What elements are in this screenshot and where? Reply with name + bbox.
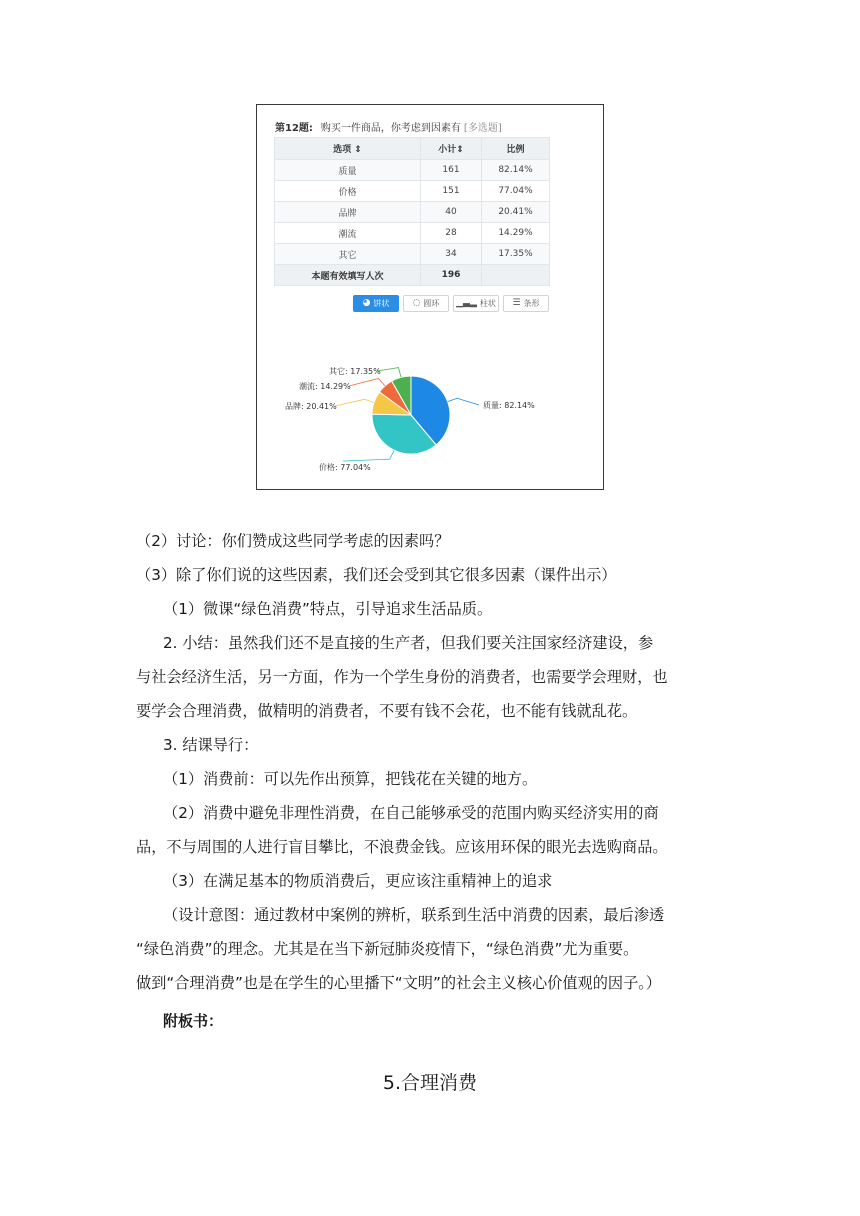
- option-cell: 价格: [275, 181, 421, 202]
- paragraph-summary-1: 2. 小结：虽然我们还不是直接的生产者，但我们要关注国家经济建设，参: [163, 634, 654, 652]
- pie-button-label: 饼状: [373, 299, 390, 308]
- pie-chart: [257, 355, 603, 485]
- ring-chart-button[interactable]: [403, 295, 449, 312]
- column-header-option[interactable]: 选项 ⇕: [275, 138, 421, 160]
- paragraph-design-intent-2: “绿色消费”的理念。尤其是在当下新冠肺炎疫情下，“绿色消费”尤为重要。: [136, 940, 639, 958]
- pie-label-trend: 潮流: 14.29%: [299, 382, 351, 391]
- question-number: 第12题:: [275, 123, 313, 134]
- question-text: 购买一件商品，你考虑到因素有: [320, 123, 461, 134]
- pie-icon: ◕: [362, 298, 371, 308]
- ring-button-label: 圆环: [423, 299, 440, 308]
- survey-result-figure: [256, 104, 604, 490]
- paragraph-during-consumption-1: （2）消费中避免非理性消费，在自己能够承受的范围内购买经济实用的商: [163, 804, 659, 822]
- pie-leader-price: [343, 450, 394, 461]
- table-row: [275, 181, 550, 202]
- count-cell: 161: [421, 160, 482, 181]
- result-table: [274, 137, 550, 286]
- ring-icon: ◌: [412, 298, 421, 308]
- strip-button-label: 条形: [523, 299, 540, 308]
- bar-icon: ▁▃▂: [456, 298, 477, 308]
- option-cell: 质量: [275, 160, 421, 181]
- paragraph-discussion: （2）讨论：你们赞成这些同学考虑的因素吗？: [136, 532, 450, 550]
- paragraph-before-consumption: （1）消费前：可以先作出预算，把钱花在关键的地方。: [163, 770, 538, 788]
- ratio-cell: 14.29%: [482, 223, 550, 244]
- bar-chart-button[interactable]: [453, 295, 499, 312]
- count-cell: 40: [421, 202, 482, 223]
- count-cell: 28: [421, 223, 482, 244]
- ratio-cell: 77.04%: [482, 181, 550, 202]
- pie-leader-trend: [349, 378, 385, 386]
- table-row: [275, 202, 550, 223]
- count-cell: 151: [421, 181, 482, 202]
- table-row: [275, 223, 550, 244]
- column-header-ratio: 比例: [482, 138, 550, 160]
- strip-chart-button[interactable]: [503, 295, 549, 312]
- ratio-cell: 20.41%: [482, 202, 550, 223]
- strip-icon: ☰: [512, 298, 521, 308]
- paragraph-summary-3: 要学会合理消费，做精明的消费者，不要有钱不会花，也不能有钱就乱花。: [136, 702, 638, 720]
- question-title: [275, 119, 502, 134]
- paragraph-design-intent-3: 做到“合理消费”也是在学生的心里播下“文明”的社会主义核心价值观的因子。）: [136, 974, 662, 992]
- question-type-tag: [多选题]: [463, 123, 502, 134]
- total-count-cell: 196: [421, 265, 482, 286]
- pie-label-quality: 质量: 82.14%: [483, 401, 535, 410]
- pie-label-other: 其它: 17.35%: [329, 367, 381, 376]
- pie-leader-brand: [335, 399, 374, 406]
- pie-label-brand: 品牌: 20.41%: [285, 402, 337, 411]
- ratio-cell: 17.35%: [482, 244, 550, 265]
- paragraph-spiritual: （3）在满足基本的物质消费后，更应该注重精神上的追求: [163, 872, 553, 890]
- total-label-cell: 本题有效填写人次: [275, 265, 421, 286]
- pie-chart-button[interactable]: [353, 295, 399, 312]
- paragraph-guidance-title: 3. 结课导行：: [163, 736, 259, 754]
- paragraph-micro-lesson: （1）微课“绿色消费”特点，引导追求生活品质。: [163, 600, 493, 618]
- table-row: [275, 244, 550, 265]
- option-cell: 品牌: [275, 202, 421, 223]
- column-header-count[interactable]: 小计⇕: [421, 138, 482, 160]
- bar-button-label: 柱状: [479, 299, 496, 308]
- option-cell: 潮流: [275, 223, 421, 244]
- count-cell: 34: [421, 244, 482, 265]
- paragraph-other-factors: （3）除了你们说的这些因素，我们还会受到其它很多因素（课件出示）: [136, 566, 617, 584]
- pie-leader-quality: [448, 398, 479, 405]
- board-title: 5.合理消费: [382, 1072, 478, 1094]
- paragraph-design-intent-1: （设计意图：通过教材中案例的辨析，联系到生活中消费的因素，最后渗透: [163, 906, 665, 924]
- total-empty-cell: [482, 265, 550, 286]
- paragraph-summary-2: 与社会经济生活，另一方面，作为一个学生身份的消费者，也需要学会理财，也: [136, 668, 668, 686]
- table-total-row: [275, 265, 550, 286]
- option-cell: 其它: [275, 244, 421, 265]
- ratio-cell: 82.14%: [482, 160, 550, 181]
- table-row: [275, 160, 550, 181]
- table-header-row: [275, 138, 550, 160]
- paragraph-during-consumption-2: 品，不与周围的人进行盲目攀比，不浪费金钱。应该用环保的眼光去选购商品。: [136, 838, 668, 856]
- board-heading: 附板书：: [163, 1012, 224, 1030]
- pie-label-price: 价格: 77.04%: [319, 463, 371, 472]
